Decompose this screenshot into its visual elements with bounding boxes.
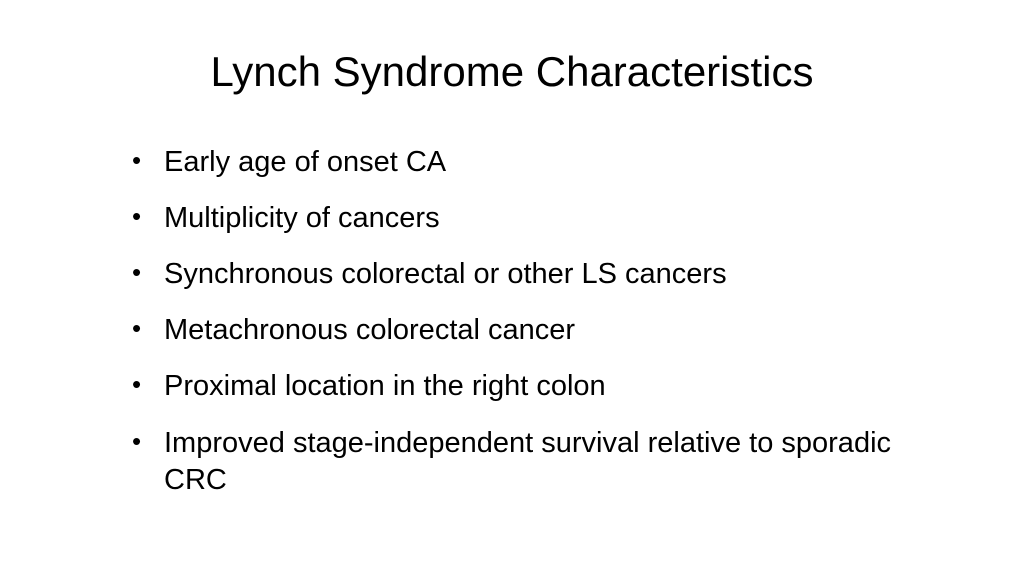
bullet-icon: • [132, 257, 142, 288]
bullet-icon: • [132, 313, 142, 344]
bullet-icon: • [132, 201, 142, 232]
list-item [124, 312, 914, 349]
list-item [124, 368, 914, 405]
list-item [124, 256, 914, 293]
list-item [124, 425, 914, 499]
list-item [124, 144, 914, 181]
bullet-icon: • [132, 369, 142, 400]
list-item [124, 200, 914, 237]
list-item-label: Multiplicity of cancers [164, 202, 440, 235]
list-item-label: Improved stage-independent survival relative to sporadic CRC [164, 426, 892, 496]
list-item-label: Metachronous colorectal cancer [164, 314, 576, 347]
bullet-icon: • [132, 145, 142, 175]
page-title: Lynch Syndrome Characteristics [210, 48, 814, 95]
list-item-label: Early age of onset CA [164, 146, 447, 178]
bullet-list [124, 144, 914, 518]
list-item-label: Synchronous colorectal or other LS cancers [164, 258, 727, 291]
bullet-icon: • [132, 425, 142, 456]
list-item-label: Proximal location in the right colon [164, 370, 606, 403]
